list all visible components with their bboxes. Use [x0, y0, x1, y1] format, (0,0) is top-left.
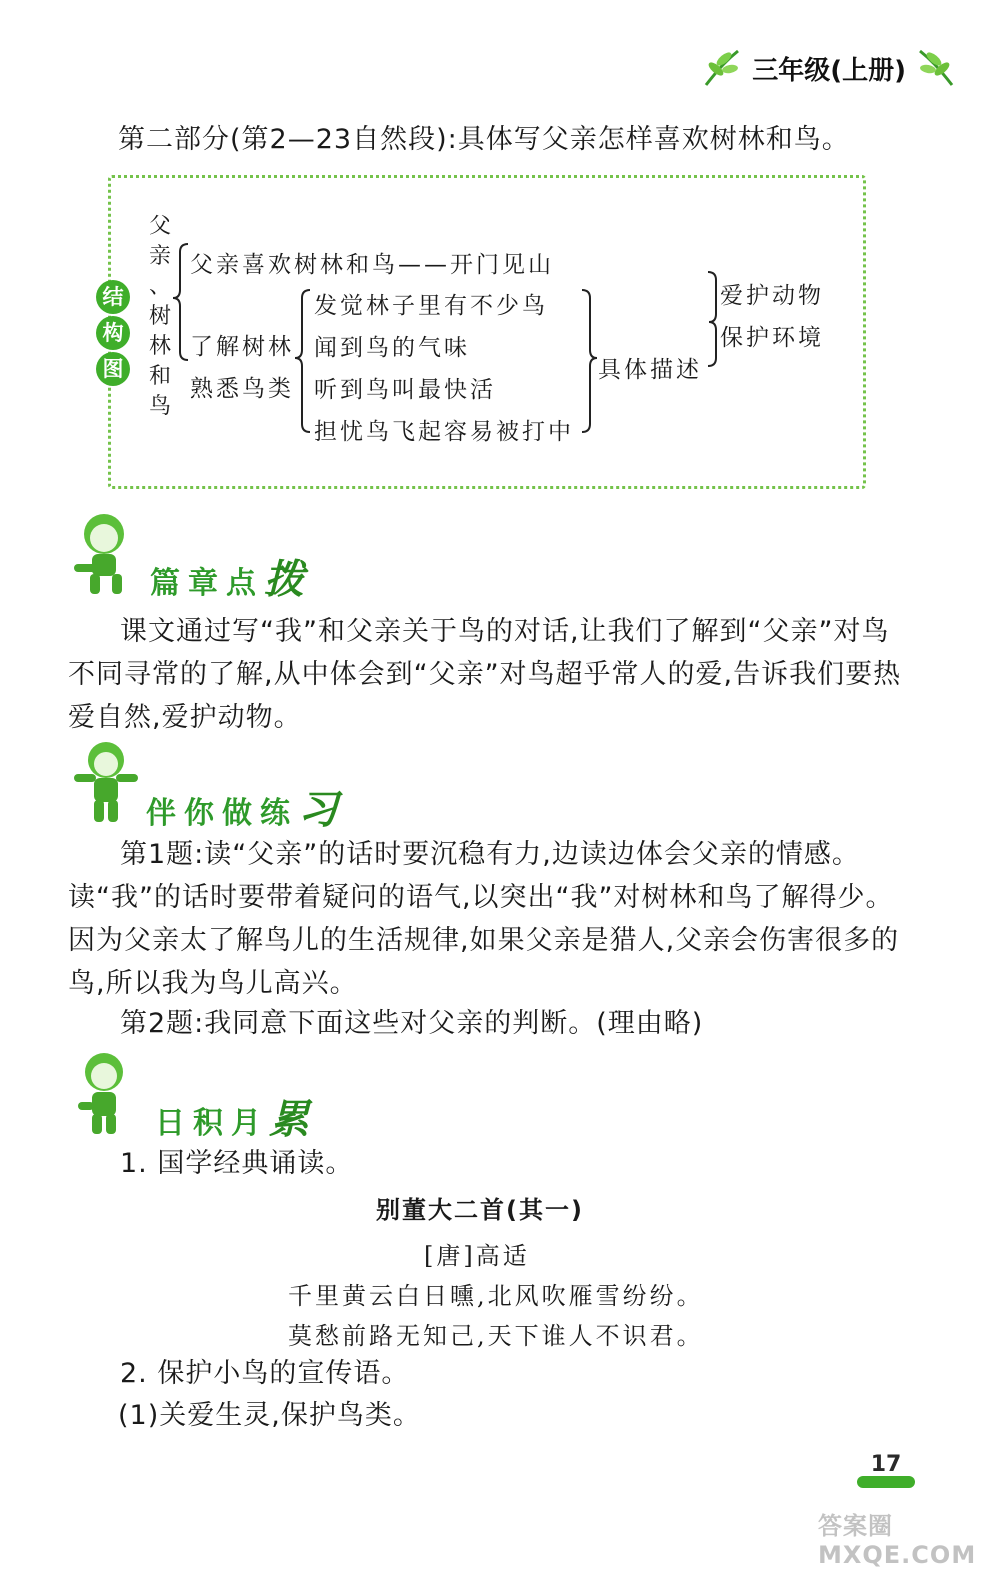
section-title-text: 日积月 [155, 1106, 269, 1141]
question1-answer: 第1题:读“父亲”的话时要沉稳有力,边读边体会父亲的情感。读“我”的话时要带着疑问的语气,以突出“我”对树林和鸟了解得少。因为父亲太了解鸟儿的生活规律,如果父亲是猎人,父亲会伤害很多的鸟,所以我为鸟儿高兴。 [68, 839, 900, 999]
section-title-accumulate [155, 1088, 317, 1145]
badge-char: 结 [96, 280, 130, 314]
section-title-practice [146, 778, 346, 835]
structure-top-line: 父亲喜欢树林和鸟——开门见山 [190, 252, 554, 278]
structure-result: 保护环境 [720, 325, 824, 351]
structure-middle-label: 熟悉鸟类 [190, 376, 294, 402]
structure-detail: 闻到鸟的气味 [314, 335, 470, 361]
vchar: 鸟 [148, 394, 171, 419]
watermark: 答案圈 MXQE.COM [818, 1512, 977, 1569]
badge-char: 图 [96, 352, 130, 386]
item2-text: 2. 保护小鸟的宣传语。 [120, 1358, 410, 1389]
kid-mascot-icon [66, 1048, 146, 1138]
vchar: 林 [148, 334, 171, 359]
kid-mascot-icon [66, 508, 146, 598]
poem-line: 千里黄云白日曛,北风吹雁雪纷纷。 [288, 1282, 704, 1310]
structure-middle-label: 了解树林 [190, 334, 294, 360]
section-title-big: 习 [298, 787, 346, 833]
poem-line: 莫愁前路无知己,天下谁人不识君。 [288, 1322, 704, 1350]
page-number: 17 [870, 1452, 902, 1477]
question2-answer: 第2题:我同意下面这些对父亲的判断。(理由略) [120, 1008, 704, 1039]
section1-paragraph: 课文通过写“我”和父亲关于鸟的对话,让我们了解到“父亲”对鸟不同寻常的了解,从中体会到“父亲”对鸟超乎常人的爱,告诉我们要热爱自然,爱护动物。 [68, 616, 902, 733]
poem-title: 别董大二首(其一) [376, 1196, 584, 1224]
section-title-big: 拨 [264, 557, 312, 603]
structure-result: 爱护动物 [720, 283, 824, 309]
vchar: 父 [148, 214, 171, 239]
slogan-text: (1)关爱生灵,保护鸟类。 [118, 1400, 421, 1431]
structure-detail: 发觉林子里有不少鸟 [314, 293, 548, 319]
structure-detail: 听到鸟叫最快活 [314, 377, 496, 403]
grade-label: 三年级(上册) [752, 55, 906, 86]
vchar: 树 [148, 304, 171, 329]
badge-char: 构 [96, 316, 130, 350]
vchar: 亲 [148, 244, 171, 269]
page-number-badge [855, 1452, 917, 1490]
section-title-text: 伴你做练 [146, 796, 298, 831]
section-title-pianzhang [150, 548, 312, 605]
vchar: 和 [148, 364, 171, 389]
vchar: 、 [148, 274, 171, 299]
section-title-text: 篇章点 [150, 566, 264, 601]
section-title-big: 累 [269, 1097, 317, 1143]
part2-text: 第二部分(第2—23自然段):具体写父亲怎样喜欢树林和鸟。 [118, 124, 850, 155]
poem-author: [唐]高适 [424, 1242, 530, 1270]
structure-detail: 担忧鸟飞起容易被打中 [314, 419, 574, 445]
kid-mascot-icon [66, 738, 146, 828]
structure-summary: 具体描述 [598, 357, 702, 383]
item1-text: 1. 国学经典诵读。 [120, 1148, 354, 1179]
